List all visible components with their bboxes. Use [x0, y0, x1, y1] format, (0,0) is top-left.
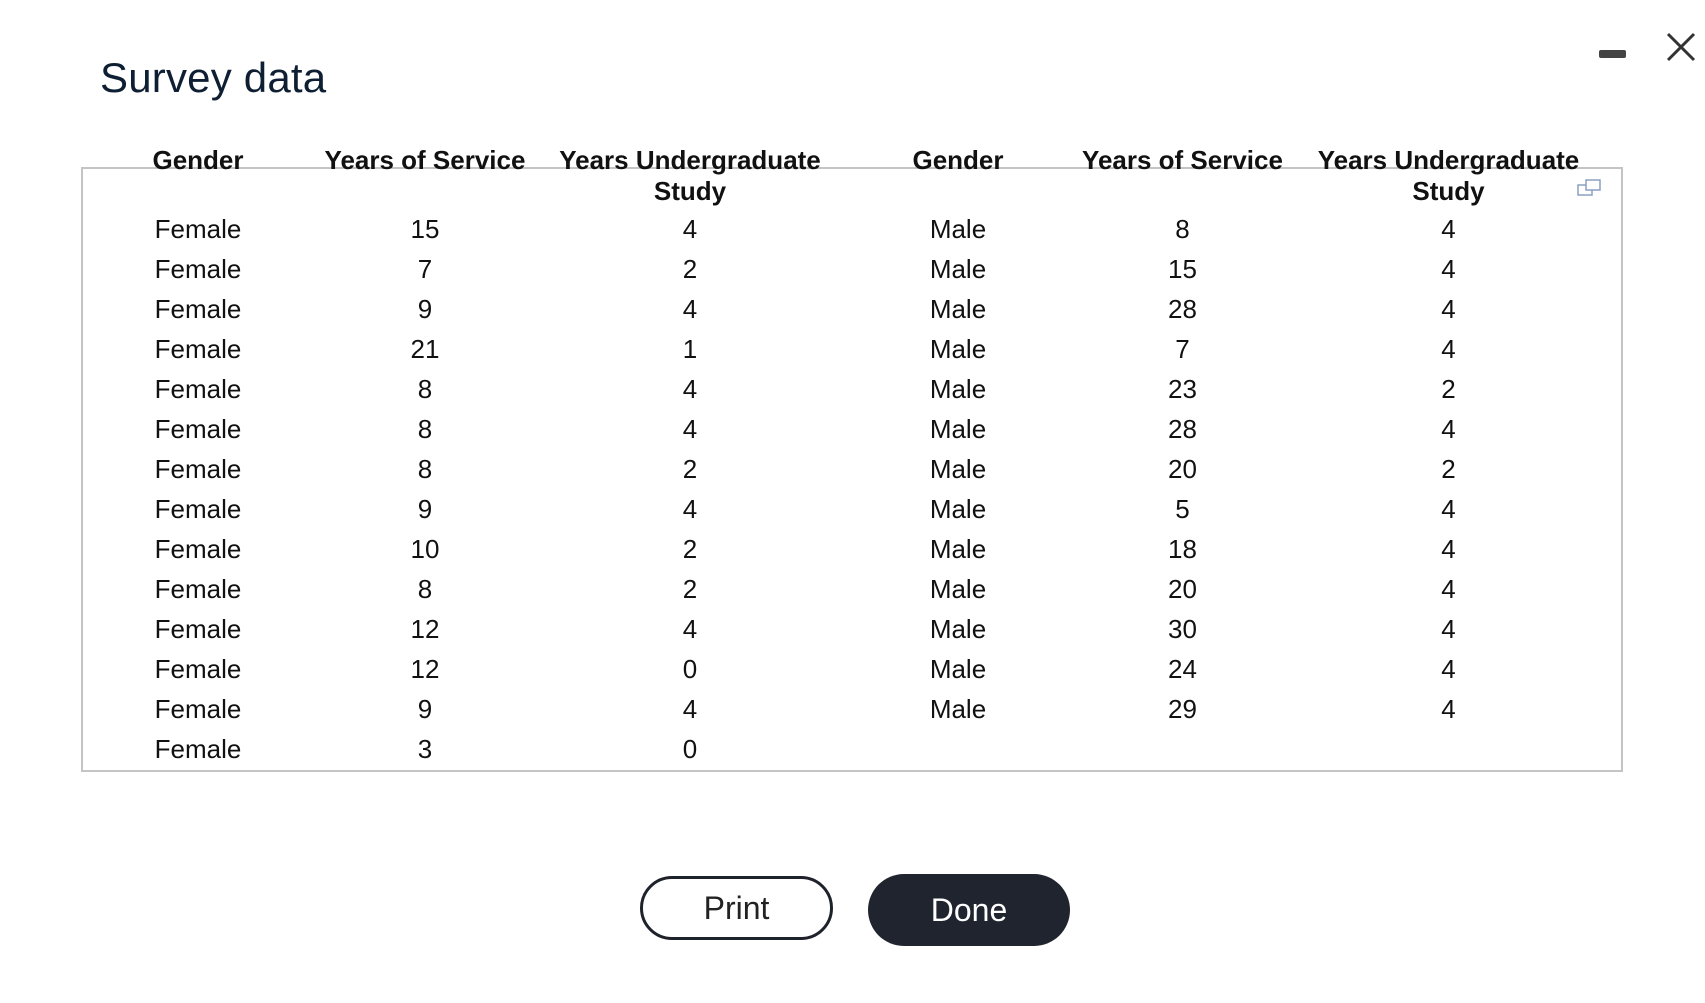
- cell-gender-group2: Male: [929, 494, 987, 524]
- cell-gender-group1: Female: [154, 414, 242, 444]
- cell-gender-group2: Male: [929, 294, 987, 324]
- cell-gender-group2: Male: [929, 574, 987, 604]
- cell-years-undergrad-group1: 2: [682, 254, 698, 284]
- table-row: [83, 329, 1605, 369]
- cell-years-service-group2: 20: [1168, 574, 1197, 604]
- cell-years-undergrad-group1: 0: [682, 734, 698, 764]
- cell-years-undergrad-group2: [1292, 729, 1605, 769]
- dialog-title: Survey data: [100, 54, 327, 101]
- cell-years-service-group1: 8: [417, 374, 433, 404]
- cell-years-service-group1: 12: [410, 654, 440, 684]
- table-row: [83, 649, 1605, 689]
- cell-years-undergrad-group2: 4: [1441, 694, 1456, 724]
- cell-years-service-group1: 9: [417, 494, 433, 524]
- cell-years-undergrad-group2: 4: [1441, 534, 1456, 564]
- header-gender-1: Gender: [152, 145, 244, 175]
- cell-years-service-group2: 28: [1168, 414, 1197, 444]
- table-body: [83, 209, 1605, 769]
- cell-years-service-group1: 8: [417, 454, 433, 484]
- cell-years-undergrad-group2: 4: [1441, 494, 1456, 524]
- cell-years-undergrad-group1: 4: [682, 614, 698, 644]
- cell-years-service-group1: 21: [410, 334, 440, 364]
- cell-years-undergrad-group1: 0: [682, 654, 698, 684]
- cell-gender-group1: Female: [154, 614, 242, 644]
- header-years-service-2: Years of Service: [1082, 145, 1283, 175]
- table-row: [83, 689, 1605, 729]
- cell-gender-group1: Female: [154, 734, 242, 764]
- cell-years-service-group1: 15: [410, 214, 440, 244]
- cell-years-undergrad-group2: 2: [1441, 374, 1456, 404]
- cell-years-undergrad-group2: 4: [1441, 414, 1456, 444]
- table-row: [83, 529, 1605, 569]
- cell-years-service-group2: 18: [1168, 534, 1197, 564]
- cell-gender-group2: Male: [929, 374, 987, 404]
- cell-years-undergrad-group2: 4: [1441, 254, 1456, 284]
- cell-gender-group2: Male: [929, 254, 987, 284]
- survey-data-table: [83, 145, 1605, 769]
- cell-years-undergrad-group1: 4: [682, 374, 698, 404]
- cell-years-undergrad-group1: 4: [682, 414, 698, 444]
- done-button[interactable]: Done: [868, 874, 1070, 946]
- cell-years-service-group1: 8: [417, 574, 433, 604]
- header-years-undergrad-2: Years Undergraduate Study: [1317, 145, 1580, 206]
- cell-gender-group1: Female: [154, 654, 242, 684]
- cell-years-undergrad-group2: 4: [1441, 574, 1456, 604]
- cell-years-service-group2: 15: [1168, 254, 1197, 284]
- cell-years-undergrad-group2: 4: [1441, 294, 1456, 324]
- cell-gender-group1: Female: [154, 574, 242, 604]
- cell-years-service-group2: 30: [1168, 614, 1197, 644]
- cell-gender-group2: Male: [929, 454, 987, 484]
- cell-years-service-group2: 23: [1168, 374, 1197, 404]
- cell-years-undergrad-group2: 2: [1441, 454, 1456, 484]
- cell-years-undergrad-group1: 2: [682, 574, 698, 604]
- cell-gender-group2: Male: [929, 614, 987, 644]
- cell-gender-group1: Female: [154, 374, 242, 404]
- cell-gender-group2: Male: [929, 654, 987, 684]
- table-row: [83, 209, 1605, 249]
- cell-gender-group2: Male: [929, 414, 987, 444]
- table-row: [83, 249, 1605, 289]
- table-row: [83, 289, 1605, 329]
- cell-years-service-group2: 7: [1175, 334, 1190, 364]
- cell-gender-group2: Male: [929, 694, 987, 724]
- table-row: [83, 729, 1605, 769]
- cell-gender-group1: Female: [154, 254, 242, 284]
- cell-years-undergrad-group1: 4: [682, 214, 698, 244]
- minimize-icon: [1599, 50, 1626, 58]
- cell-gender-group1: Female: [154, 534, 242, 564]
- table-row: [83, 369, 1605, 409]
- header-gender-2: Gender: [912, 145, 1004, 175]
- table-header-row: [83, 145, 1605, 209]
- popout-icon[interactable]: [1577, 179, 1603, 197]
- cell-years-service-group2: 28: [1168, 294, 1197, 324]
- cell-years-service-group1: 7: [417, 254, 433, 284]
- cell-gender-group2: [843, 729, 1073, 769]
- cell-years-service-group2: [1073, 729, 1292, 769]
- cell-gender-group2: Male: [929, 534, 987, 564]
- cell-years-service-group1: 12: [410, 614, 440, 644]
- header-years-undergrad-1: Years Undergraduate Study: [559, 145, 821, 206]
- cell-years-service-group1: 10: [410, 534, 440, 564]
- cell-years-undergrad-group2: 4: [1441, 214, 1456, 244]
- cell-years-service-group2: 20: [1168, 454, 1197, 484]
- cell-years-service-group2: 8: [1175, 214, 1190, 244]
- cell-years-undergrad-group1: 1: [682, 334, 698, 364]
- table-row: [83, 489, 1605, 529]
- cell-gender-group1: Female: [154, 494, 242, 524]
- close-button[interactable]: [1660, 28, 1700, 68]
- table-row: [83, 609, 1605, 649]
- cell-years-undergrad-group2: 4: [1441, 614, 1456, 644]
- cell-years-service-group2: 29: [1168, 694, 1197, 724]
- cell-years-undergrad-group1: 4: [682, 694, 698, 724]
- minimize-button[interactable]: [1596, 36, 1632, 72]
- cell-gender-group2: Male: [929, 334, 987, 364]
- cell-years-service-group1: 3: [417, 734, 433, 764]
- cell-gender-group1: Female: [154, 694, 242, 724]
- cell-years-service-group1: 8: [417, 414, 433, 444]
- data-table-frame[interactable]: [81, 145, 1623, 772]
- cell-years-service-group1: 9: [417, 694, 433, 724]
- cell-years-undergrad-group1: 4: [682, 494, 698, 524]
- table-row: [83, 449, 1605, 489]
- cell-gender-group1: Female: [154, 334, 242, 364]
- cell-years-undergrad-group1: 2: [682, 454, 698, 484]
- cell-years-undergrad-group1: 4: [682, 294, 698, 324]
- cell-gender-group2: Male: [929, 214, 987, 244]
- cell-years-undergrad-group2: 4: [1441, 654, 1456, 684]
- close-icon: [1660, 28, 1700, 68]
- cell-years-service-group1: 9: [417, 294, 433, 324]
- cell-years-undergrad-group1: 2: [682, 534, 698, 564]
- cell-gender-group1: Female: [154, 214, 242, 244]
- table-row: [83, 569, 1605, 609]
- cell-gender-group1: Female: [154, 454, 242, 484]
- print-button[interactable]: Print: [640, 876, 833, 940]
- header-years-service-1: Years of Service: [324, 145, 526, 175]
- table-row: [83, 409, 1605, 449]
- cell-years-service-group2: 24: [1168, 654, 1197, 684]
- cell-years-undergrad-group2: 4: [1441, 334, 1456, 364]
- cell-years-service-group2: 5: [1175, 494, 1190, 524]
- cell-gender-group1: Female: [154, 294, 242, 324]
